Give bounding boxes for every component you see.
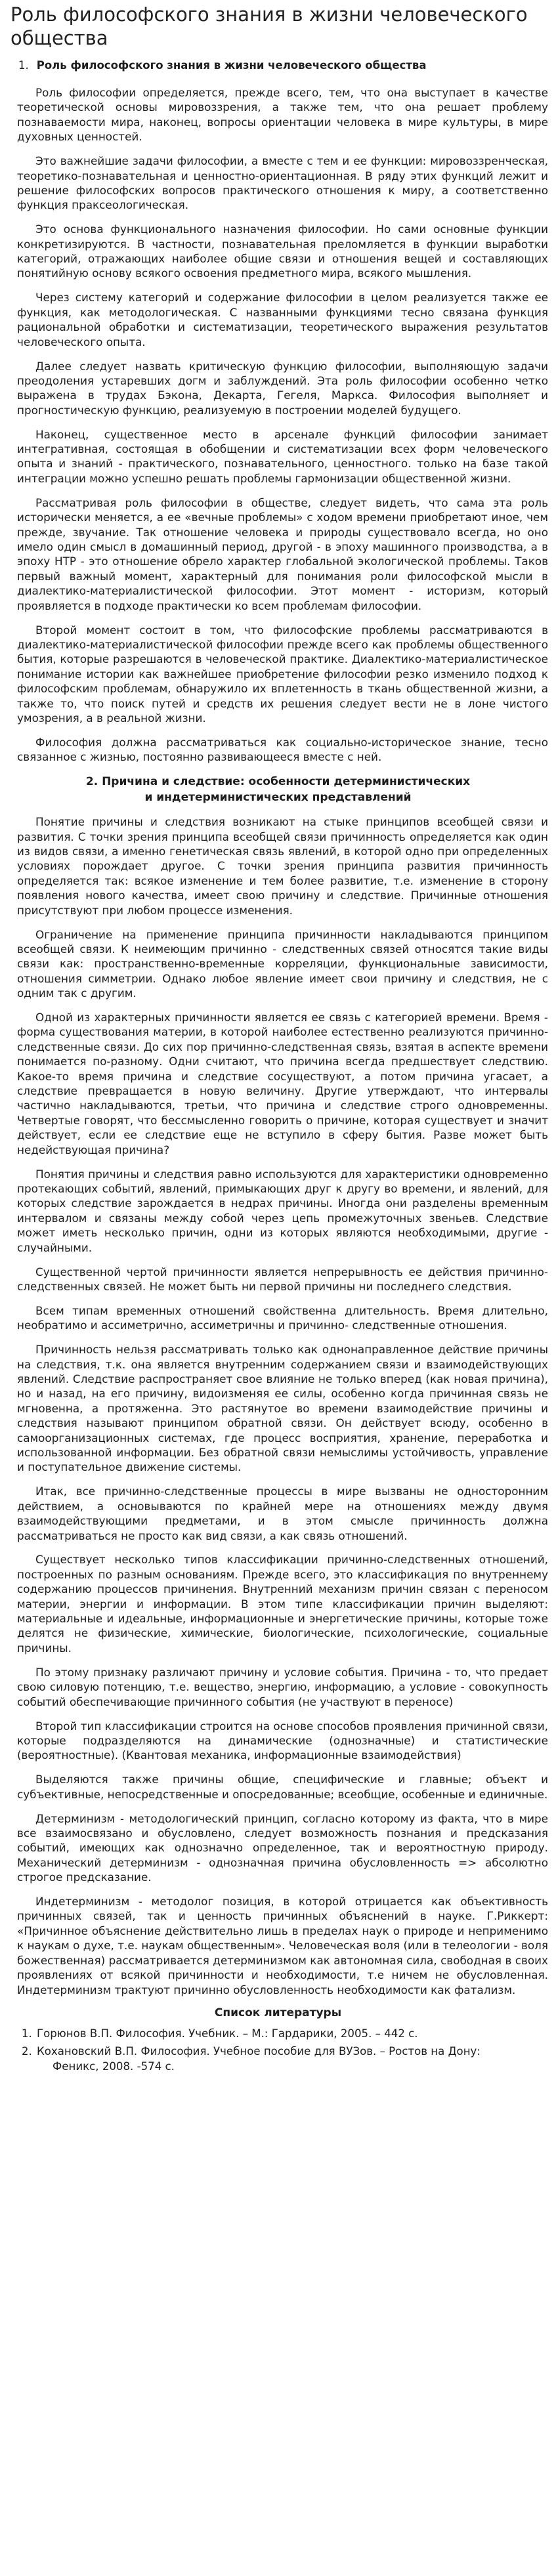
paragraph: Выделяются также причины общие, специфические и главные; объект и субъективные, непосредственные и опосредованные; всеобщие, особенные и единичные. [17, 1773, 548, 1801]
section-1-number: 1. [18, 59, 29, 72]
literature-item-continuation: Феникс, 2008. -574 с. [53, 2060, 175, 2073]
section-1-heading-text: Роль философского знания в жизни человеческого общества [36, 59, 427, 72]
paragraph: Причинность нельзя рассматривать только как однонаправленное действие причины на следствия, т.к. она является внутренним содержанием связи и взаимодействующих явлений. Следствие распространяет свое влияние не только вперед (как новая причина), но и назад, на его причину, видоизменяя ее силы, особенно когда причинная связь не мгновенна, а протяженна. Это растянутое во времени взаимодействие причины и следствия называют принципом обратной связи. Он действует всюду, особенно в самоорганизационных системах, где процесс восприятия, хранение, переработка и использованной информации. Без обратной связи немыслимы устойчивость, управление и поступательное движение системы. [17, 1343, 548, 1474]
section-1-heading [18, 58, 548, 74]
paragraph: Существует несколько типов классификации причинно-следственных отношений, построенных по разным основаниям. Прежде всего, это классификация по внутреннему содержанию процессов причинения. Внутренний механизм причин связан с переносом материи, энергии и информации. В этом типе классификации причин выделяют: материальные и идеальные, информационные и энергетические причины, которые тоже делятся не физические, химические, биологические, психологические, социальные причины. [17, 1553, 548, 1655]
literature-item [35, 2026, 548, 2041]
paragraph: Всем типам временных отношений свойственна длительность. Время длительно, необратимо и ассиметрично, ассиметричны и причинно- следственные отношения. [17, 1303, 548, 1332]
paragraph: Ограничение на применение принципа причинности накладываются принципом всеобщей связи. К неимеющим причинно - следственных связей относятся такие виды связи как: пространственно-временные корреляции, функциональные зависимости, отношения симметрии. Однако любое явление имеет свои причину и следствия, не с одним так с другим. [17, 927, 548, 1000]
paragraph: Второй момент состоит в том, что философские проблемы рассматриваются в диалектико-материалистической философии прежде всего как проблемы общественного бытия, которые разрешаются в человеческой практике. Диалектико-материалистическое понимание истории как важнейшее приобретение философии резко изменило подход к философским проблемам, обнаружило их вплетенность в ткань общественной жизни, а также то, что поиск путей и средств их решения следует вести не в лоне чистого умозрения, а в реальной жизни. [17, 623, 548, 725]
paragraph: Это основа функционального назначения философии. Но сами основные функции конкретизируются. В частности, познавательная преломляется в функции выработки категорий, отражающих наиболее общие связи и отношения вещей и составляющих понятийную основу всякого освоения предметного мира, всякого мышления. [17, 222, 548, 280]
paragraph: Через систему категорий и содержание философии в целом реализуется также ее функция, как методологическая. С названными функциями тесно связана функция рациональной обработки и систематизации, теоретического выражения результатов человеческого опыта. [17, 291, 548, 348]
literature-heading: Список литературы [214, 2006, 342, 2020]
section-2-heading [8, 774, 548, 805]
paragraph: Детерминизм - методологический принцип, согласно которому из факта, что в мире все взаимосвязано и обусловлено, следует возможность познания и предсказания событий, имеющих как однозначно определенное, так и вероятностную природу. Механический детерминизм - однозначная причина обусловленность => абсолютно строгое предсказание. [17, 1811, 548, 1884]
paragraph: Далее следует назвать критическую функцию философии, выполняющую задачи преодоления устаревших догм и заблуждений. Эта роль философии особенно четко выражена в трудах Бэкона, Декарта, Гегеля, Маркса. Философия выполняет и прогностическую функцию, реализуемую в построении моделей будущего. [17, 359, 548, 417]
section-2-heading-line-1: 2. Причина и следствие: особенности детерминистических [85, 775, 471, 789]
paragraph: Одной из характерных причинности является ее связь с категорией времени. Время - форма существования материи, в которой наиболее естественно реализуются причинно-следственные связи. До сих пор причинно-следственная связь, взятая в аспекте времени понимается по-разному. Одни считают, что причина всегда предшествует следствию. Какое-то время причина и следствие сосуществуют, а потом причина угасает, а следствие превращается в новую величину. Другие утверждают, что интервалы частично накладываются, третьи, что причина и следствие строго одновременны. Четвертые говорят, что бессмысленно говорить о причине, которая существует и значит действует, если ее следствие еще не вступило в сферу бытия. Разве может быть недействующая причина? [17, 1011, 548, 1156]
paragraph: Понятие причины и следствия возникают на стыке принципов всеобщей связи и развития. С точки зрения принципа всеобщей связи причинность определяется как один из видов связи, а именно генетическая связь явлений, в которой одно при определенных условиях порождает другое. С точки зрения принципа развития причинность определяется так: всякое изменение и тем более развитие, т.е. изменение в сторону появления нового качества, имеет свою причину и следствие. Причинные отношения присутствуют при любом процессе изменения. [17, 815, 548, 917]
paragraph: Итак, все причинно-следственные процессы в мире вызваны не односторонним действием, а основываются по крайней мере на отношениях между двумя взаимодействующими предметами, и в этом смысле причинность должна рассматриваться не просто как вид связи, а как связь отношений. [17, 1485, 548, 1542]
paragraph: Философия должна рассматриваться как социально-историческое знание, тесно связанное с жизнью, постоянно развивающееся вместе с ней. [17, 735, 548, 764]
paragraph: Существенной чертой причинности является непрерывность ее действия причинно-следственных связей. Не может быть ни первой причины ни последнего следствия. [17, 1265, 548, 1293]
literature-item [35, 2044, 548, 2074]
paragraph: Индетерминизм - методолог позиция, в которой отрицается как объективность причинных связей, так и ценность причинных объяснений в науке. Г.Риккерт: «Причинное объяснение действительно лишь в пределах наук о природе и неприменимо к наукам о духе, т.е. наукам общественным». Человеческая воля (или в телеологии - воля божественная) рассматривается детерминизмом как автономная сила, свободная в своих проявлениях от всякой причинности и необходимости, т.е ничем не обусловленная. Индетерминизм трактуют причинно обусловленность необходимости как фатализм. [17, 1895, 548, 1996]
paragraph: Роль философии определяется, прежде всего, тем, что она выступает в качестве теоретической основы мировоззрения, а также тем, что она решает проблему познаваемости мира, наконец, вопросы ориентации человека в мире культуры, в мире духовных ценностей. [17, 86, 548, 144]
literature-item-text: Горюнов В.П. Философия. Учебник. – М.: Гардарики, 2005. – 442 с. [37, 2027, 418, 2040]
literature-item-text: Кохановский В.П. Философия. Учебное пособие для ВУЗов. – Ростов на Дону: [37, 2045, 481, 2058]
paragraph: Второй тип классификации строится на основе способов проявления причинной связи, которые подразделяются на динамические (однозначные) и статистические (вероятностные). (Квантовая механика, информационные взаимодействия) [17, 1719, 548, 1762]
paragraph: Понятия причины и следствия равно используются для характеристики одновременно протекающих событий, явлений, примыкающих друг к другу во времени, и явлений, для которых следствие зарождается в недрах причины. Иногда они разделены временным интервалом и связаны между собой через цепь промежуточных звеньев. Следствие может иметь несколько причин, одни из которых являются необходимыми, другие - случайными. [17, 1167, 548, 1254]
document-title: Роль философского знания в жизни человеческого общества [11, 3, 528, 49]
paragraph: Рассматривая роль философии в обществе, следует видеть, что сама эта роль исторически меняется, а ее «вечные проблемы» с ходом времени приобретают иное, чем прежде, звучание. Так отношение человека и природы существовало всегда, но оно имело один смысл в домашинный период, другой - в эпоху машинного производства, а в эпоху НТР - это отношение обрело характер глобальной экологической проблемы. Таков первый важный момент, характерный для понимания роли философской мысли в диалектико-материалистической философии. Этот момент - историзм, который проявляется в подходе практически ко всем проблемам философии. [17, 496, 548, 612]
section-2-heading-line-2: и индетерминистических представлений [144, 791, 412, 805]
paragraph: Это важнейшие задачи философии, а вместе с тем и ее функции: мировоззренческая, теоретико-познавательная и ценностно-ориентационная. В ряду этих функций лежит и решение философских вопросов практического отношения к миру, а соответственно функция праксеологическая. [17, 154, 548, 212]
literature-list [8, 2026, 548, 2074]
paragraph: По этому признаку различают причину и условие события. Причина - то, что предает свою силовую потенцию, т.е. вещество, энергию, информацию, а условие - совокупность событий обеспечивающие причинного события (не участвуют в переносе) [17, 1665, 548, 1708]
paragraph: Наконец, существенное место в арсенале функций философии занимает интегративная, состоящая в обобщении и систематизации всех форм человеческого опыта и знаний - практического, познавательного, ценностного. только на базе такой интеграции можно успешно решать проблемы гармонизации общественной жизни. [17, 427, 548, 485]
